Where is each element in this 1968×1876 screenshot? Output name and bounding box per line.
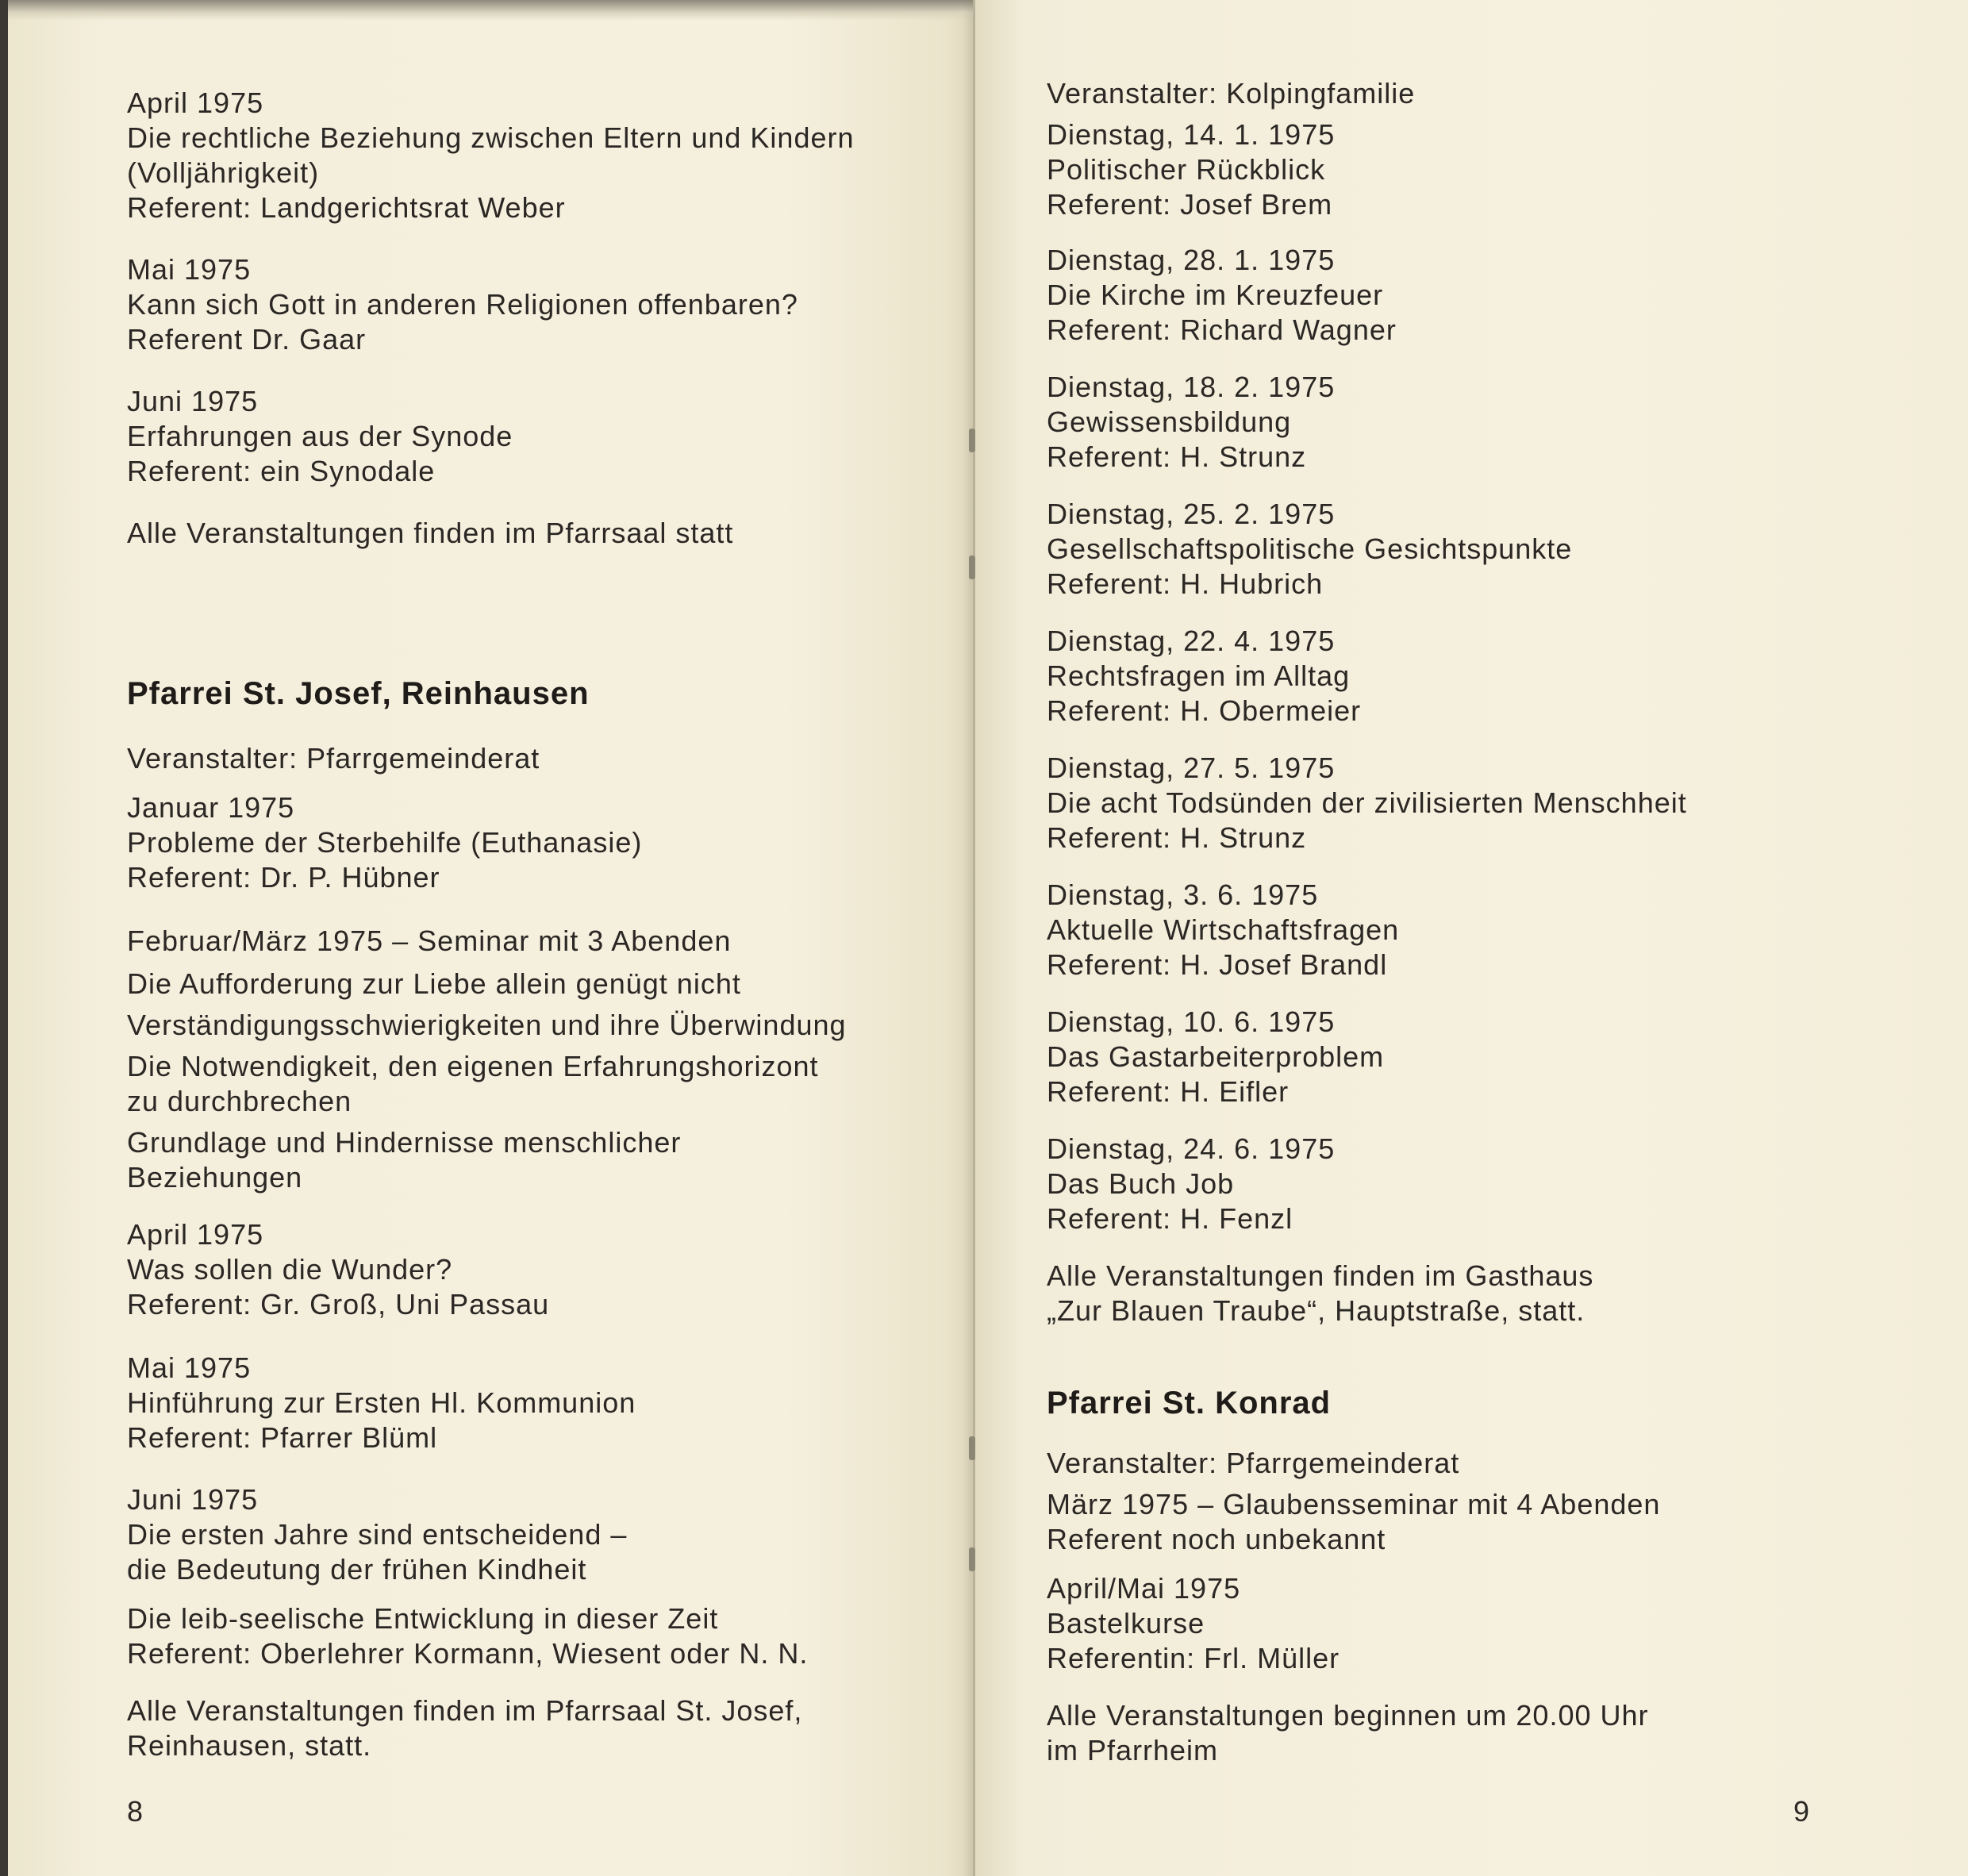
seminar-topic-line: Grundlage und Hindernisse menschlicher bbox=[127, 1126, 682, 1159]
event-block bbox=[1047, 1132, 1335, 1236]
seminar-topic bbox=[127, 967, 741, 1001]
event-date: April 1975 bbox=[127, 86, 264, 119]
event-speaker: Referent: H. Eifler bbox=[1047, 1075, 1290, 1108]
venue-note bbox=[127, 516, 733, 551]
event-title: Die acht Todsünden der zivilisierten Menschheit bbox=[1047, 786, 1687, 819]
event-date: Juni 1975 bbox=[127, 385, 259, 417]
event-date: Dienstag, 28. 1. 1975 bbox=[1047, 244, 1336, 276]
event-date: Dienstag, 10. 6. 1975 bbox=[1047, 1005, 1336, 1038]
event-speaker: Referent: Dr. P. Hübner bbox=[127, 861, 440, 894]
event-date: Dienstag, 22. 4. 1975 bbox=[1047, 625, 1336, 657]
page-number-right: 9 bbox=[1793, 1795, 1810, 1828]
organizer: Veranstalter: Pfarrgemeinderat bbox=[127, 742, 540, 775]
seminar-topic-line: Die Notwendigkeit, den eigenen Erfahrungshorizont bbox=[127, 1050, 819, 1082]
event-block bbox=[127, 252, 798, 357]
event-speaker: Referent: Richard Wagner bbox=[1047, 313, 1397, 346]
event-title: Erfahrungen aus der Synode bbox=[127, 420, 513, 452]
left-text-column bbox=[127, 0, 944, 1876]
section-heading: Pfarrei St. Josef, Reinhausen bbox=[127, 676, 590, 711]
event-title: Die ersten Jahre sind entscheidend – bbox=[127, 1518, 628, 1551]
event-block bbox=[1047, 751, 1687, 855]
event-block bbox=[1047, 878, 1399, 982]
organizer: Veranstalter: Pfarrgemeinderat bbox=[1047, 1447, 1460, 1479]
event-block bbox=[127, 1217, 549, 1322]
organizer-line bbox=[1047, 76, 1415, 111]
seminar-line bbox=[127, 924, 731, 959]
event-block bbox=[127, 1351, 636, 1455]
event-title: Das Gastarbeiterproblem bbox=[1047, 1040, 1385, 1073]
event-speaker: Referent: H. Hubrich bbox=[1047, 567, 1324, 600]
event-date: April 1975 bbox=[127, 1218, 264, 1251]
event-speaker: Referent: Landgerichtsrat Weber bbox=[127, 191, 566, 224]
venue-note-line: Reinhausen, statt. bbox=[127, 1729, 372, 1762]
event-block bbox=[127, 384, 513, 489]
event-block bbox=[1047, 1005, 1384, 1109]
event-speaker: Referent: Oberlehrer Kormann, Wiesent oder N. N. bbox=[127, 1637, 809, 1670]
event-date: Dienstag, 24. 6. 1975 bbox=[1047, 1132, 1336, 1165]
event-title-continued: (Volljährigkeit) bbox=[127, 156, 320, 189]
event-date: Dienstag, 3. 6. 1975 bbox=[1047, 878, 1319, 911]
event-title: Das Buch Job bbox=[1047, 1167, 1235, 1200]
section-heading: Pfarrei St. Konrad bbox=[1047, 1386, 1332, 1420]
event-title: Die leib-seelische Entwicklung in dieser Zeit bbox=[127, 1602, 719, 1635]
event-title: Bastelkurse bbox=[1047, 1607, 1205, 1640]
event-speaker: Referent: ein Synodale bbox=[127, 455, 436, 487]
event-title: Probleme der Sterbehilfe (Euthanasie) bbox=[127, 826, 643, 859]
event-date: Dienstag, 27. 5. 1975 bbox=[1047, 752, 1336, 784]
event-title: Was sollen die Wunder? bbox=[127, 1253, 453, 1286]
organizer-line bbox=[1047, 1446, 1459, 1481]
staple-mark bbox=[969, 1436, 975, 1460]
event-title: Aktuelle Wirtschaftsfragen bbox=[1047, 913, 1400, 946]
scan-edge-shadow bbox=[0, 0, 8, 1876]
event-date: Dienstag, 25. 2. 1975 bbox=[1047, 498, 1336, 530]
event-date: April/Mai 1975 bbox=[1047, 1572, 1241, 1605]
event-title: Die rechtliche Beziehung zwischen Eltern und Kindern bbox=[127, 121, 855, 154]
event-date: Dienstag, 14. 1. 1975 bbox=[1047, 118, 1336, 151]
seminar-topic bbox=[127, 1008, 847, 1043]
venue-note bbox=[1047, 1259, 1593, 1328]
event-title: Rechtsfragen im Alltag bbox=[1047, 659, 1351, 692]
staple-mark bbox=[969, 429, 975, 452]
event-title: Die Kirche im Kreuzfeuer bbox=[1047, 279, 1384, 311]
seminar-topic-line: zu durchbrechen bbox=[127, 1085, 352, 1117]
event-speaker: Referent: Pfarrer Blüml bbox=[127, 1421, 438, 1454]
event-speaker: Referent: H. Strunz bbox=[1047, 821, 1307, 854]
seminar-topic bbox=[127, 1125, 681, 1195]
event-speaker: Referent: H. Obermeier bbox=[1047, 694, 1362, 727]
event-date: Mai 1975 bbox=[127, 253, 252, 286]
staple-mark bbox=[969, 555, 975, 579]
venue-note bbox=[1047, 1698, 1649, 1768]
event-title: Gesellschaftspolitische Gesichtspunkte bbox=[1047, 532, 1573, 565]
event-date: Dienstag, 18. 2. 1975 bbox=[1047, 371, 1336, 403]
seminar-topic-line: Die Aufforderung zur Liebe allein genügt nicht bbox=[127, 967, 741, 1000]
venue-note-line: im Pfarrheim bbox=[1047, 1734, 1219, 1766]
venue-note bbox=[127, 1693, 802, 1763]
event-block bbox=[127, 790, 642, 895]
event-block bbox=[1047, 117, 1335, 222]
event-speaker: Referent: Gr. Groß, Uni Passau bbox=[127, 1288, 550, 1321]
event-speaker: Referent noch unbekannt bbox=[1047, 1523, 1386, 1555]
venue-note-line: „Zur Blauen Traube“, Hauptstraße, statt. bbox=[1047, 1294, 1586, 1327]
event-title: Kann sich Gott in anderen Religionen offenbaren? bbox=[127, 288, 798, 321]
event-block bbox=[1047, 1571, 1340, 1676]
seminar-date: Februar/März 1975 – Seminar mit 3 Abenden bbox=[127, 925, 732, 957]
venue-note-line: Alle Veranstaltungen finden im Gasthaus bbox=[1047, 1259, 1594, 1292]
venue-note-line: Alle Veranstaltungen beginnen um 20.00 Uhr bbox=[1047, 1699, 1649, 1732]
event-title: Hinführung zur Ersten Hl. Kommunion bbox=[127, 1386, 636, 1419]
event-block bbox=[1047, 1487, 1660, 1557]
organizer: Veranstalter: Kolpingfamilie bbox=[1047, 77, 1416, 110]
seminar-topic-line: Beziehungen bbox=[127, 1161, 303, 1194]
event-speaker: Referent: H. Fenzl bbox=[1047, 1202, 1293, 1235]
event-block bbox=[127, 1601, 808, 1671]
seminar-topic-line: Verständigungsschwierigkeiten und ihre Überwindung bbox=[127, 1009, 847, 1041]
event-block bbox=[1047, 370, 1335, 475]
gutter-line bbox=[973, 0, 975, 1876]
event-title: Politischer Rückblick bbox=[1047, 153, 1326, 186]
event-block bbox=[1047, 243, 1397, 348]
event-speaker: Referent: Josef Brem bbox=[1047, 188, 1333, 221]
event-block bbox=[1047, 497, 1572, 602]
event-date: März 1975 – Glaubensseminar mit 4 Abenden bbox=[1047, 1488, 1661, 1520]
event-date: Januar 1975 bbox=[127, 791, 295, 824]
event-date: Mai 1975 bbox=[127, 1351, 252, 1384]
event-speaker: Referent Dr. Gaar bbox=[127, 323, 367, 356]
event-block bbox=[127, 86, 855, 225]
event-block bbox=[1047, 624, 1361, 728]
event-date: Juni 1975 bbox=[127, 1483, 259, 1516]
right-text-column bbox=[1047, 0, 1920, 1876]
organizer-line bbox=[127, 741, 540, 776]
seminar-topic bbox=[127, 1049, 819, 1119]
venue-note-line: Alle Veranstaltungen finden im Pfarrsaal statt bbox=[127, 517, 734, 549]
event-speaker: Referent: H. Josef Brandl bbox=[1047, 948, 1388, 981]
event-block bbox=[127, 1482, 627, 1587]
event-speaker: Referentin: Frl. Müller bbox=[1047, 1642, 1340, 1674]
page-number-left: 8 bbox=[127, 1795, 144, 1828]
event-title-continued: die Bedeutung der frühen Kindheit bbox=[127, 1553, 587, 1586]
event-title: Gewissensbildung bbox=[1047, 406, 1292, 438]
event-speaker: Referent: H. Strunz bbox=[1047, 440, 1307, 473]
staple-mark bbox=[969, 1547, 975, 1571]
venue-note-line: Alle Veranstaltungen finden im Pfarrsaal St. Josef, bbox=[127, 1694, 803, 1727]
